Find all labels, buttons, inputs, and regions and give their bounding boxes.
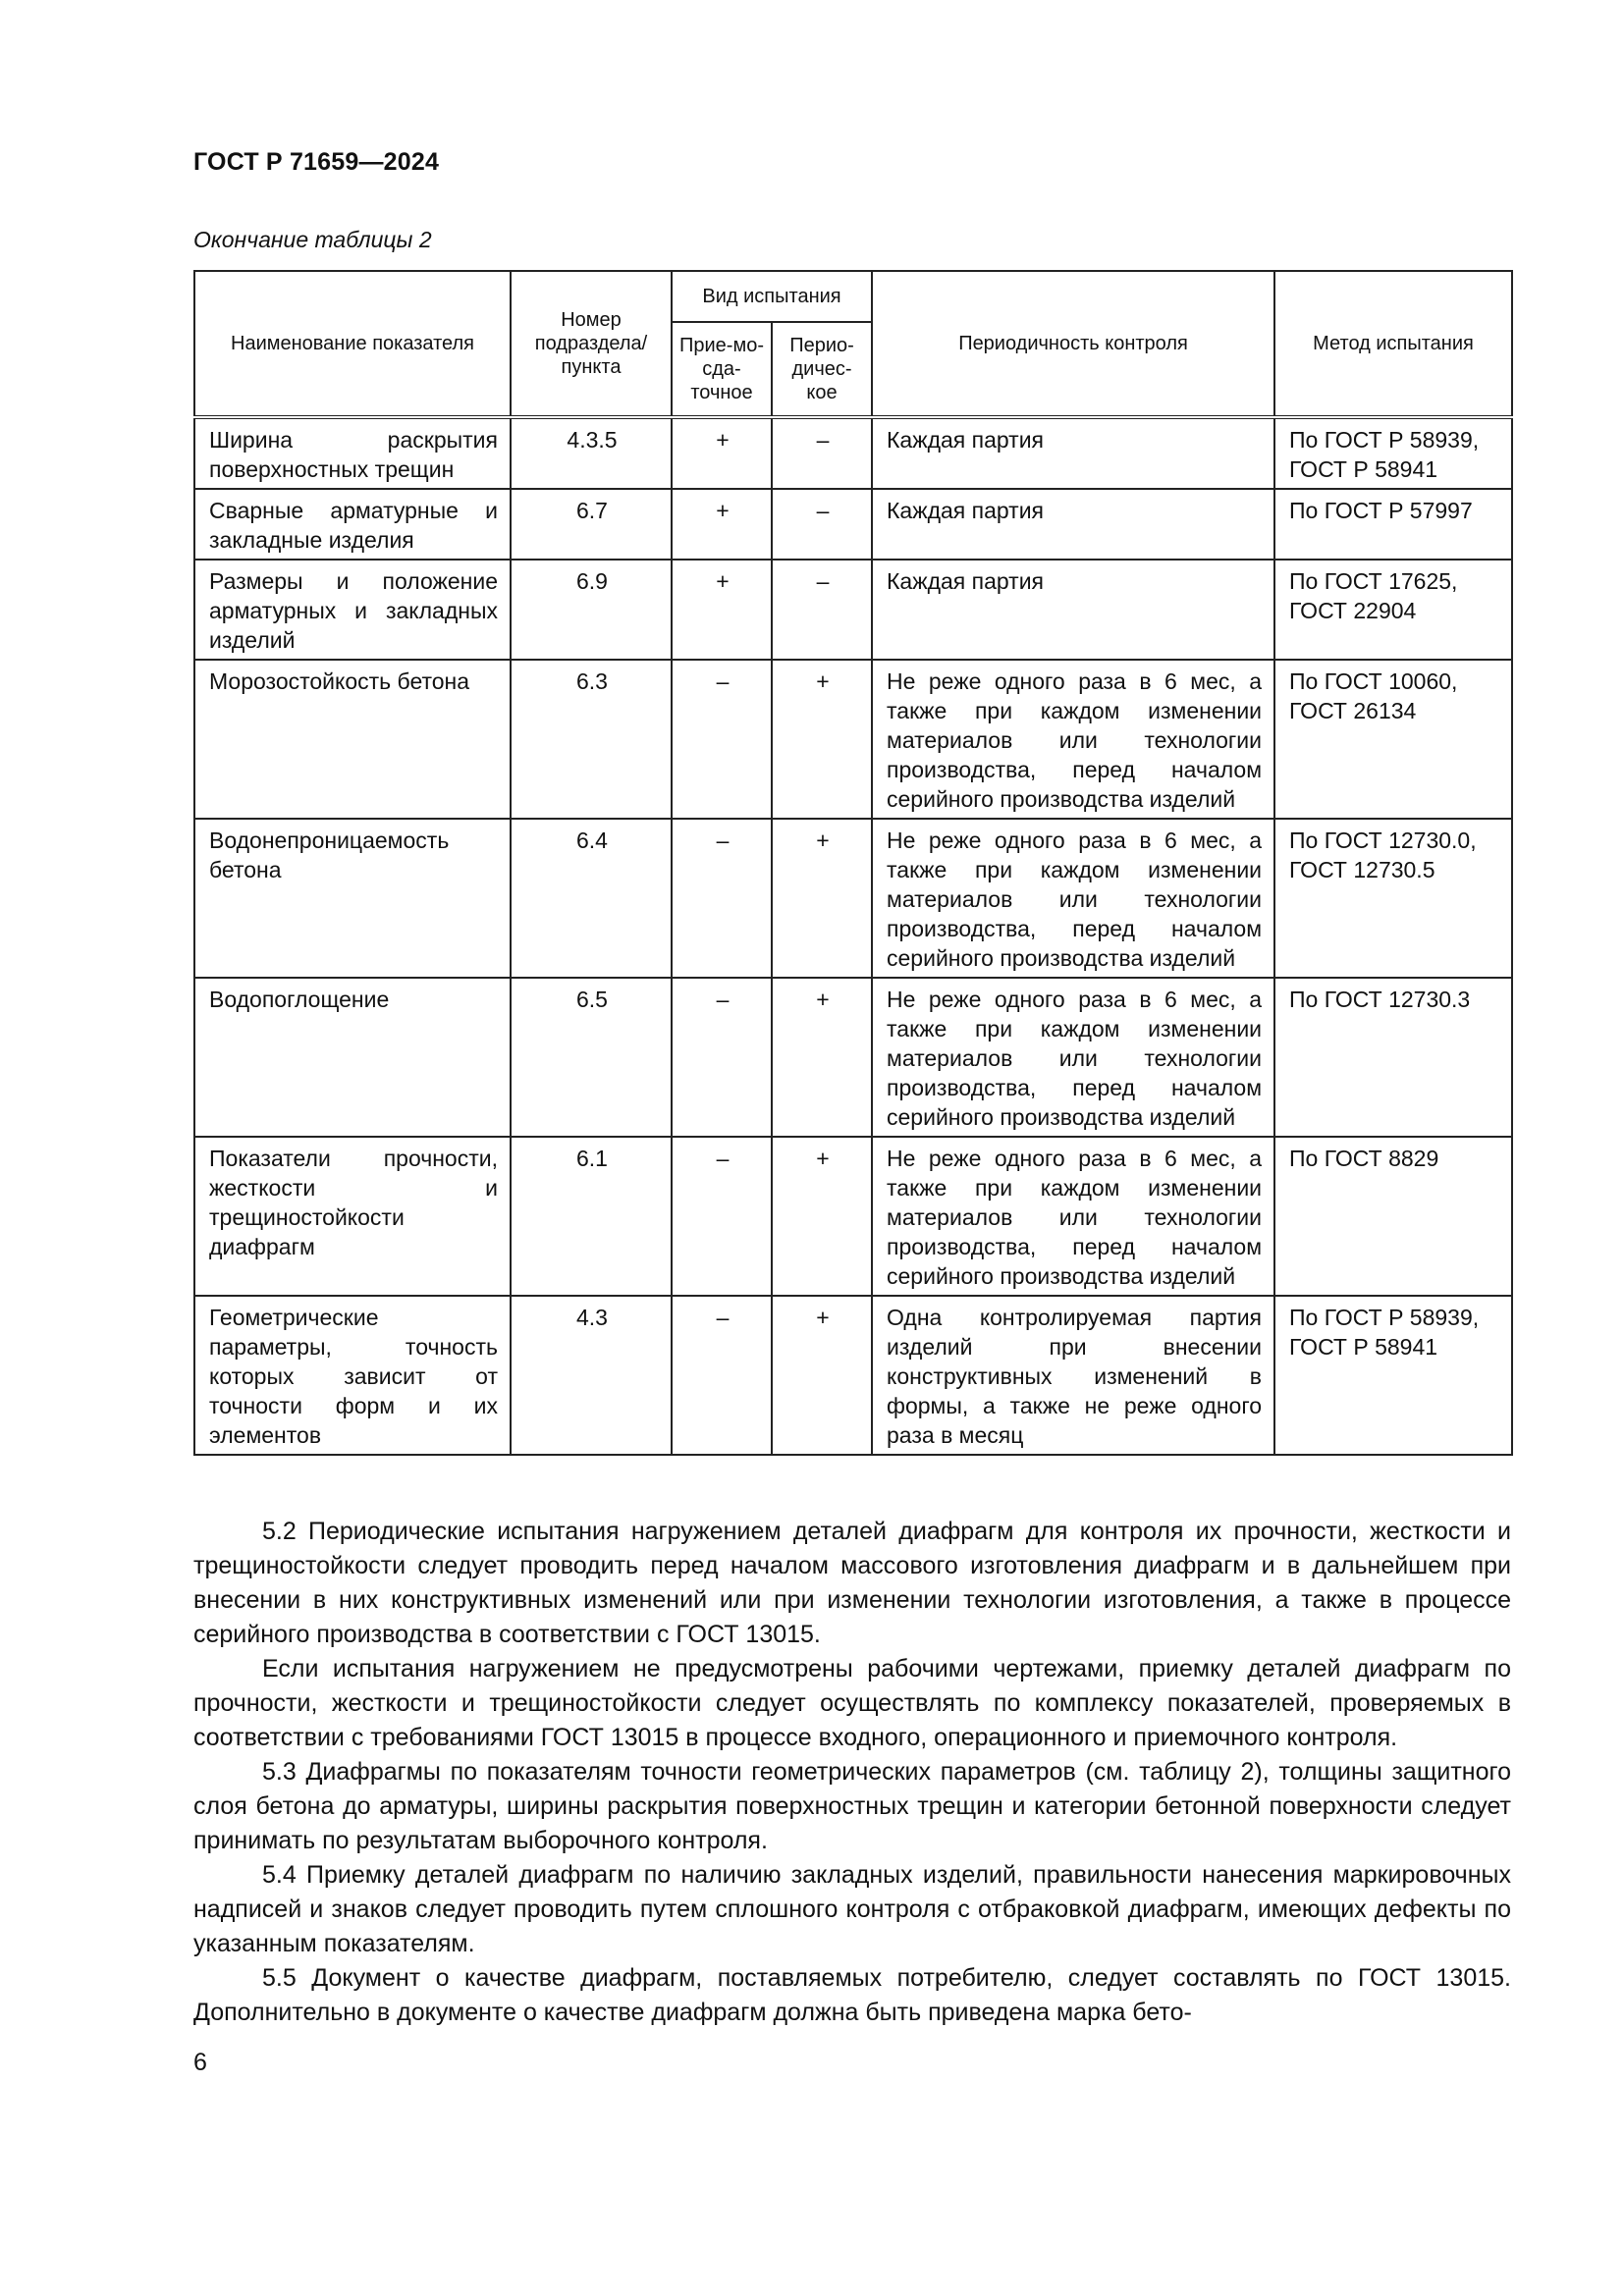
cell-method: По ГОСТ 12730.0, ГОСТ 12730.5 xyxy=(1274,819,1512,978)
col-header-number: Номер подраздела/ пункта xyxy=(511,271,672,417)
cell-name: Водопоглощение xyxy=(194,978,511,1137)
control-table xyxy=(193,270,1513,1456)
cell-acceptance: – xyxy=(672,819,772,978)
table-row xyxy=(194,978,1512,1137)
paragraph: 5.3 Диафрагмы по показателям точности геометрических параметров (см. таблицу 2), толщины защитного слоя бетона до арматуры, ширины раскрытия поверхностных трещин и категории бетонной поверхности следует принимать по результатам выборочного контроля. xyxy=(193,1758,1511,1854)
body-text xyxy=(193,1515,1511,2030)
col-header-test-type: Вид испытания xyxy=(672,271,872,322)
cell-number: 4.3.5 xyxy=(511,417,672,489)
table-row xyxy=(194,660,1512,819)
paragraph: 5.4 Приемку деталей диафрагм по наличию закладных изделий, правильности нанесения маркировочных надписей и знаков следует проводить путем сплошного контроля с отбраковкой диафрагм, имеющих дефекты по указанным показателям. xyxy=(193,1861,1511,1957)
table-row xyxy=(194,560,1512,660)
table-row xyxy=(194,1137,1512,1296)
cell-number: 4.3 xyxy=(511,1296,672,1455)
cell-method: По ГОСТ Р 58939, ГОСТ Р 58941 xyxy=(1274,417,1512,489)
cell-acceptance: – xyxy=(672,660,772,819)
col-header-name: Наименование показателя xyxy=(194,271,511,417)
cell-method: По ГОСТ 8829 xyxy=(1274,1137,1512,1296)
col-header-frequency: Периодичность контроля xyxy=(872,271,1274,417)
cell-acceptance: – xyxy=(672,1296,772,1455)
cell-number: 6.4 xyxy=(511,819,672,978)
cell-frequency: Не реже одного раза в 6 мес, а также при каждом изменении материалов или технологии производства, перед началом серийного производства изделий xyxy=(872,1137,1274,1296)
cell-name: Водонепроницаемость бетона xyxy=(194,819,511,978)
cell-number: 6.1 xyxy=(511,1137,672,1296)
cell-acceptance: + xyxy=(672,417,772,489)
cell-frequency: Одна контролируемая партия изделий при внесении конструктивных изменений в формы, а также не реже одного раза в месяц xyxy=(872,1296,1274,1455)
col-header-acceptance: Прие-мо-сда-точное xyxy=(672,322,772,417)
cell-name: Сварные арматурные и закладные изделия xyxy=(194,489,511,560)
cell-name: Размеры и положение арматурных и закладных изделий xyxy=(194,560,511,660)
cell-periodic: + xyxy=(772,660,872,819)
paragraph: 5.2 Периодические испытания нагружением деталей диафрагм для контроля их прочности, жесткости и трещиностойкости следует проводить перед началом массового изготовления диафрагм и в дальнейшем при внесении в них конструктивных изменений или при изменении технологии изготовления, а также в процессе серийного производства в соответствии с ГОСТ 13015. xyxy=(193,1518,1511,1648)
cell-method: По ГОСТ Р 57997 xyxy=(1274,489,1512,560)
cell-periodic: – xyxy=(772,417,872,489)
cell-frequency: Каждая партия xyxy=(872,560,1274,660)
cell-method: По ГОСТ 10060, ГОСТ 26134 xyxy=(1274,660,1512,819)
cell-frequency: Не реже одного раза в 6 мес, а также при каждом изменении материалов или технологии производства, перед началом серийного производства изделий xyxy=(872,660,1274,819)
cell-frequency: Не реже одного раза в 6 мес, а также при каждом изменении материалов или технологии производства, перед началом серийного производства изделий xyxy=(872,819,1274,978)
cell-frequency: Каждая партия xyxy=(872,489,1274,560)
page-number: 6 xyxy=(193,2049,207,2076)
cell-number: 6.7 xyxy=(511,489,672,560)
cell-acceptance: – xyxy=(672,1137,772,1296)
cell-periodic: + xyxy=(772,978,872,1137)
col-header-periodic: Перио-дичес-кое xyxy=(772,322,872,417)
table-row xyxy=(194,819,1512,978)
cell-number: 6.5 xyxy=(511,978,672,1137)
cell-frequency: Каждая партия xyxy=(872,417,1274,489)
document-header: ГОСТ Р 71659—2024 xyxy=(193,148,440,176)
cell-periodic: + xyxy=(772,819,872,978)
cell-name: Геометрические параметры, точность которых зависит от точности форм и их элементов xyxy=(194,1296,511,1455)
cell-acceptance: + xyxy=(672,560,772,660)
paragraph: 5.5 Документ о качестве диафрагм, поставляемых потребителю, следует составлять по ГОСТ 13015. Дополнительно в документе о качестве диафрагм должна быть приведена марка бето- xyxy=(193,1964,1511,2026)
cell-acceptance: + xyxy=(672,489,772,560)
table-row xyxy=(194,1296,1512,1455)
cell-name: Показатели прочности, жесткости и трещиностойкости диафрагм xyxy=(194,1137,511,1296)
cell-periodic: + xyxy=(772,1296,872,1455)
table-caption: Окончание таблицы 2 xyxy=(193,227,432,252)
cell-periodic: – xyxy=(772,489,872,560)
col-header-method: Метод испытания xyxy=(1274,271,1512,417)
cell-number: 6.3 xyxy=(511,660,672,819)
cell-periodic: – xyxy=(772,560,872,660)
cell-method: По ГОСТ 17625, ГОСТ 22904 xyxy=(1274,560,1512,660)
paragraph: Если испытания нагружением не предусмотрены рабочими чертежами, приемку деталей диафрагм по прочности, жесткости и трещиностойкости следует осуществлять по комплексу показателей, проверяемых в соответствии с требованиями ГОСТ 13015 в процессе входного, операционного и приемочного контроля. xyxy=(193,1655,1511,1751)
cell-number: 6.9 xyxy=(511,560,672,660)
cell-acceptance: – xyxy=(672,978,772,1137)
cell-name: Морозостойкость бетона xyxy=(194,660,511,819)
cell-periodic: + xyxy=(772,1137,872,1296)
cell-name: Ширина раскрытия поверхностных трещин xyxy=(194,417,511,489)
table-row xyxy=(194,417,1512,489)
cell-frequency: Не реже одного раза в 6 мес, а также при каждом изменении материалов или технологии производства, перед началом серийного производства изделий xyxy=(872,978,1274,1137)
cell-method: По ГОСТ 12730.3 xyxy=(1274,978,1512,1137)
table-row xyxy=(194,489,1512,560)
cell-method: По ГОСТ Р 58939, ГОСТ Р 58941 xyxy=(1274,1296,1512,1455)
